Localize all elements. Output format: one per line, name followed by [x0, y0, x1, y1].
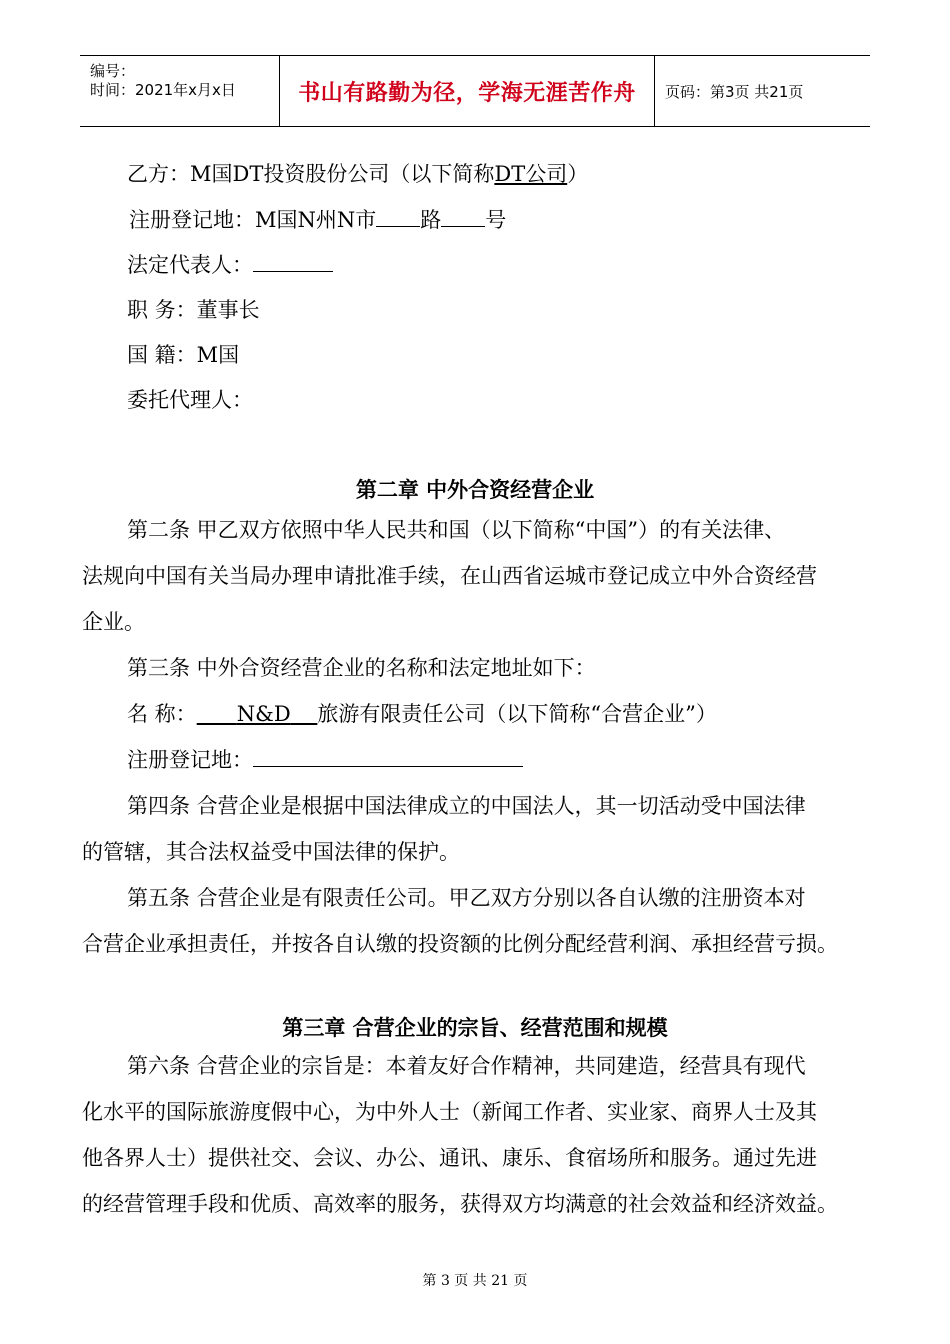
chapter-2-title: 第二章 中外合资经营企业: [355, 478, 595, 502]
header-meta: [80, 56, 280, 126]
article-2-line: 法规向中国有关当局办理申请批准手续，在山西省运城市登记成立中外合资经营: [82, 564, 817, 588]
chapter-3-title: 第三章 合营企业的宗旨、经营范围和规模: [282, 1016, 668, 1040]
header-page-info: 页码：第3页 共21页: [665, 82, 804, 101]
position-line: 职 务：董事长: [127, 298, 260, 322]
blank-registered-address: [253, 746, 523, 767]
article-3: 第三条 中外合资经营企业的名称和法定地址如下：: [127, 656, 596, 680]
company-name-value: N&D: [236, 702, 291, 726]
nationality-line: 国 籍：M国: [127, 343, 240, 367]
article-5-line: 合营企业承担责任，并按各自认缴的投资额的比例分配经营利润、承担经营亏损。: [82, 932, 838, 956]
page-footer: 第 3 页 共 21 页: [422, 1273, 528, 1289]
blank-number: [441, 206, 485, 227]
abbreviation-link: DT公司: [494, 162, 568, 186]
chapter-2-body: [82, 507, 872, 967]
article-6-line: 第六条 合营企业的宗旨是：本着友好合作精神，共同建造，经营具有现代: [127, 1054, 806, 1078]
blank-legal-rep: [253, 251, 333, 272]
jv-registered-address-line: 注册登记地：: [82, 737, 872, 783]
page-header: [80, 55, 870, 127]
agent-line: 委托代理人：: [127, 388, 253, 412]
article-4-line: 第四条 合营企业是根据中国法律成立的中国法人，其一切活动受中国法律: [127, 794, 806, 818]
party-b-line: 乙方：M国DT投资股份公司（以下简称DT公司）: [127, 162, 589, 186]
chapter-3-body: [82, 1043, 872, 1227]
article-2-line: 企业。: [82, 610, 145, 634]
registered-address-line: 注册登记地：M国N州N市 路 号: [129, 208, 507, 232]
legal-rep-line: 法定代表人：: [127, 249, 333, 279]
blank-road: [376, 206, 420, 227]
article-6-line: 化水平的国际旅游度假中心，为中外人士（新闻工作者、实业家、商界人士及其: [82, 1100, 817, 1124]
article-6-line: 的经营管理手段和优质、高效率的服务，获得双方均满意的社会效益和经济效益。: [82, 1192, 838, 1216]
article-2-line: 第二条 甲乙双方依照中华人民共和国（以下简称“中国”）的有关法律、: [127, 518, 786, 542]
company-name-line: 名 称： N&D 旅游有限责任公司（以下简称“合营企业”）: [127, 702, 717, 726]
document-number-label: 编号：: [90, 62, 136, 80]
article-4-line: 的管辖，其合法权益受中国法律的保护。: [82, 840, 460, 864]
header-motto: 书山有路勤为径，学海无涯苦作舟: [280, 56, 655, 126]
document-date: 时间：2021年x月x日: [90, 81, 236, 99]
article-6-line: 他各界人士）提供社交、会议、办公、通讯、康乐、食宿场所和服务。通过先进: [82, 1146, 817, 1170]
article-5-line: 第五条 合营企业是有限责任公司。甲乙双方分别以各自认缴的注册资本对: [127, 886, 806, 910]
